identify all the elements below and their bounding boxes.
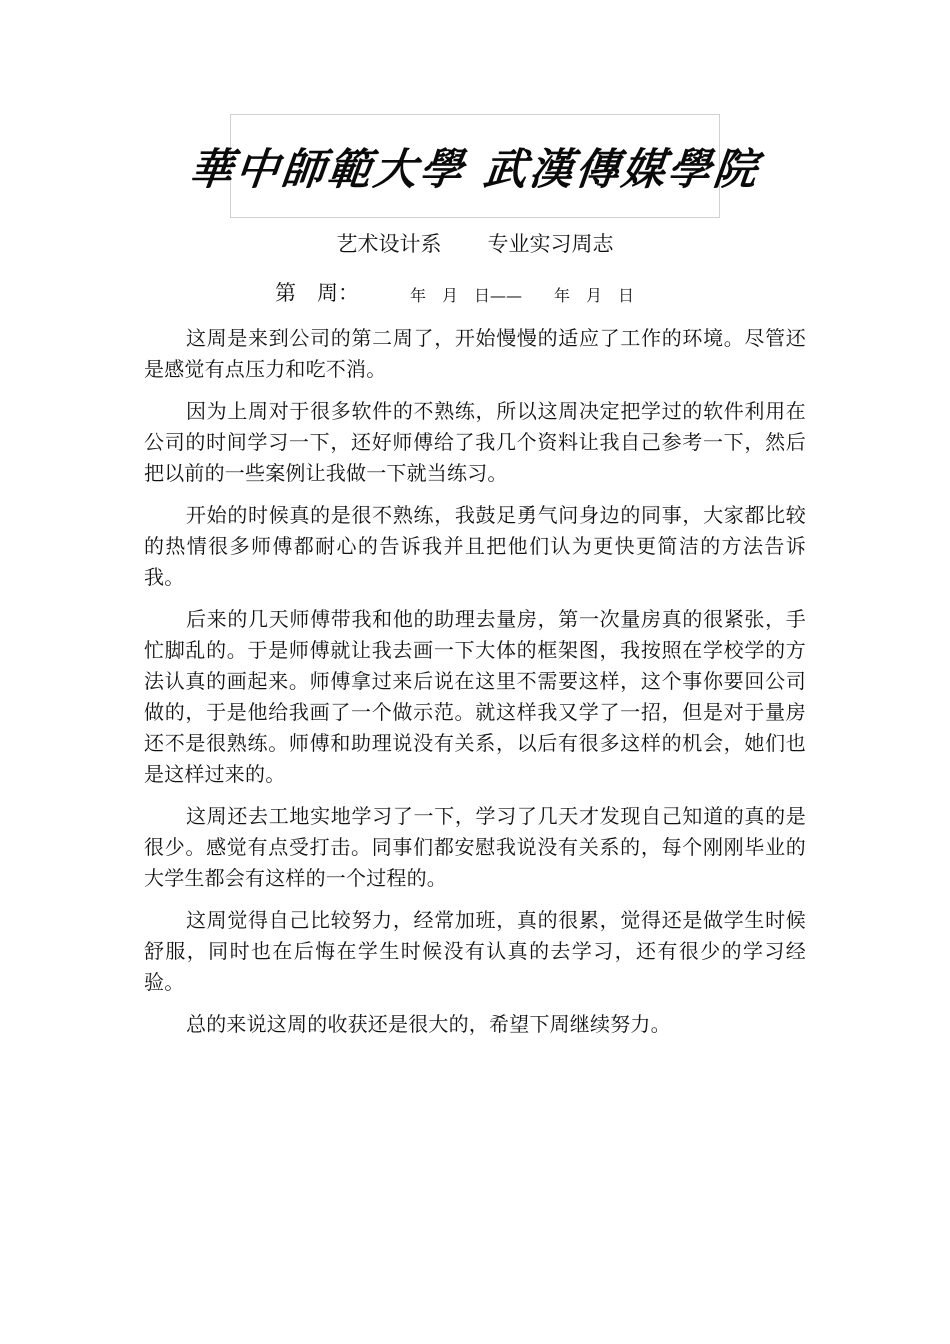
document-heading [0,228,950,260]
paragraph: 这周还去工地实地学习了一下，学习了几天才发现自己知道的真的是很少。感觉有点受打击。同事们都安慰我说没有关系的，每个刚刚毕业的大学生都会有这样的一个过程的。 [144,804,806,890]
paragraph: 后来的几天师傅带我和他的助理去量房，第一次量房真的很紧张，手忙脚乱的。于是师傅就让我去画一下大体的框架图，我按照在学校学的方法认真的画起来。师傅拿过来后说在这里不需要这样，这个事你要回公司做的，于是他给我画了一个做示范。就这样我又学了一招，但是对于量房还不是很熟练。师傅和助理说没有关系，以后有很多这样的机会，她们也是这样过来的。 [144,607,806,786]
paragraph: 因为上周对于很多软件的不熟练，所以这周决定把学过的软件利用在公司的时间学习一下，还好师傅给了我几个资料让我自己参考一下，然后把以前的一些案例让我做一下就当练习。 [144,399,806,485]
department-name: 艺术设计系 [336,232,442,256]
university-logo-text: 華中師範大學 武漢傳媒學院 [187,144,763,195]
paragraph: 总的来说这周的收获还是很大的，希望下周继续努力。 [186,1012,671,1036]
university-logo-banner [187,114,763,218]
date-range: 年 月 日—— 年 月 日 [410,286,635,305]
paragraph: 这周觉得自己比较努力，经常加班，真的很累，觉得还是做学生时候舒服，同时也在后悔在学生时候没有认真的去学习，还有很少的学习经验。 [144,908,806,994]
week-label: 第 周： [275,281,359,305]
document-title: 专业实习周志 [487,232,614,256]
journal-body [144,323,806,1051]
paragraph: 这周是来到公司的第二周了，开始慢慢的适应了工作的环境。尽管还是感觉有点压力和吃不消。 [144,326,806,381]
paragraph: 开始的时候真的是很不熟练，我鼓足勇气问身边的同事，大家都比较的热情很多师傅都耐心的告诉我并且把他们认为更快更简洁的方法告诉我。 [144,503,806,589]
